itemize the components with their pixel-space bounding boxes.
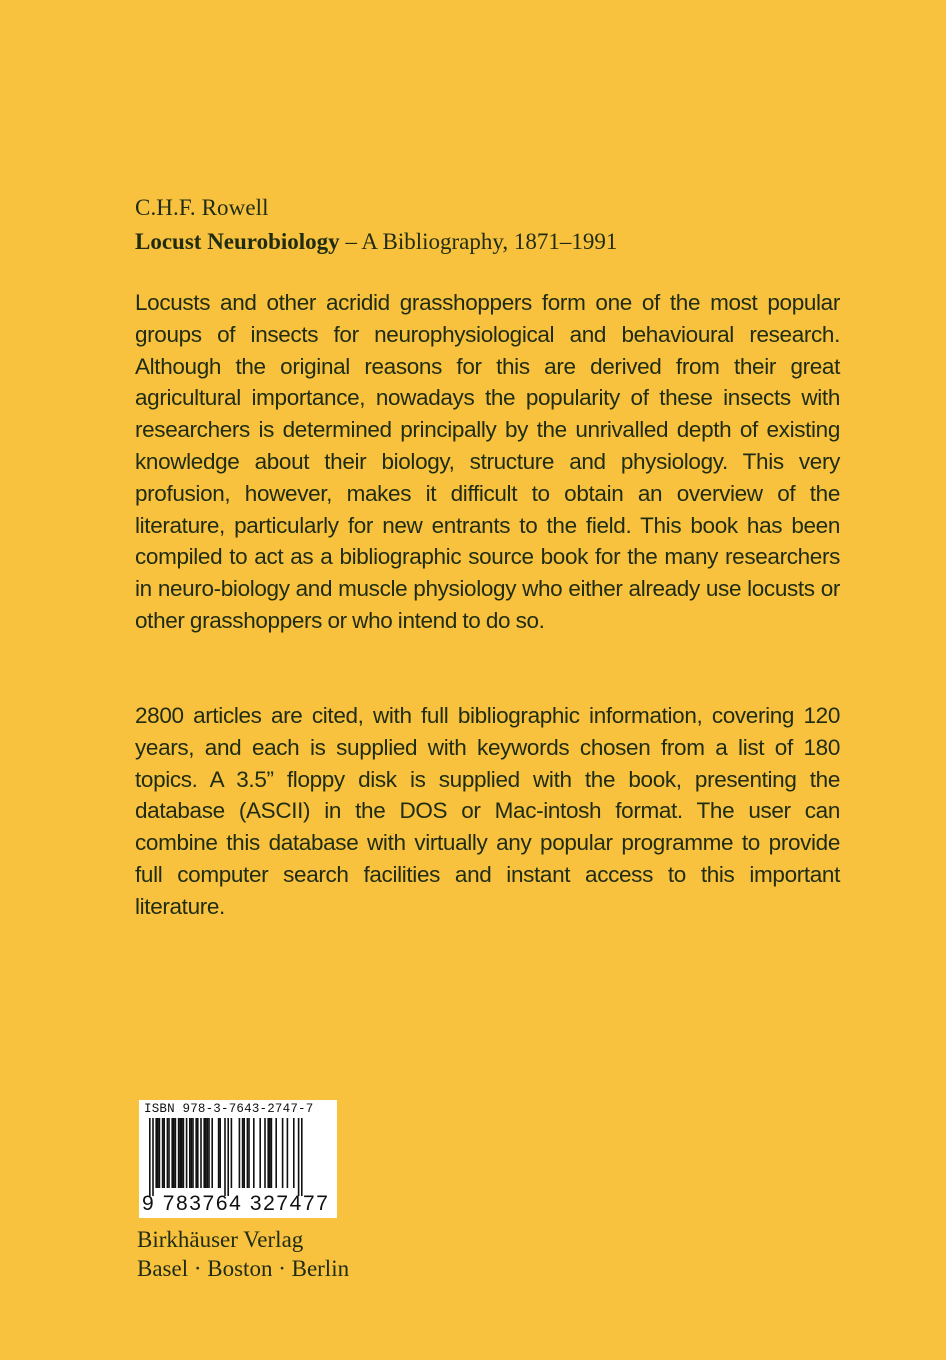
book-title-main: Locust Neurobiology bbox=[135, 229, 340, 254]
barcode-guard-bar bbox=[301, 1118, 303, 1196]
description-paragraph-2: 2800 articles are cited, with full bibliographic information, covering 120 years, and each is supplied with keywords chosen from a list of 180 topics. A 3.5” floppy disk is supplied with the book, presenting the database (ASCII) in the DOS or Mac-intosh format. The user can combine this database with virtually any popular programme to provide full computer search facilities and instant access to this important literature. bbox=[135, 703, 840, 919]
book-title-subtitle: – A Bibliography, 1871–1991 bbox=[339, 229, 618, 254]
barcode-bar bbox=[269, 1118, 271, 1188]
barcode-bar bbox=[253, 1118, 255, 1188]
barcode-bar bbox=[259, 1118, 261, 1188]
barcode-bar bbox=[179, 1118, 181, 1188]
ean-number: 9 783764 327477 bbox=[142, 1192, 330, 1215]
barcode-guard-bar bbox=[152, 1118, 154, 1196]
barcode-bar bbox=[267, 1118, 269, 1188]
barcode-bar bbox=[271, 1118, 273, 1188]
barcode-bar bbox=[248, 1118, 250, 1188]
barcode-guard-bar bbox=[224, 1118, 226, 1196]
barcode-bar bbox=[247, 1118, 249, 1188]
barcode-bar bbox=[163, 1118, 165, 1188]
book-title bbox=[135, 227, 617, 257]
barcode-bar bbox=[173, 1118, 175, 1188]
barcode-bar bbox=[287, 1118, 289, 1188]
barcode-bar bbox=[186, 1118, 188, 1188]
isbn-label: ISBN 978-3-7643-2747-7 bbox=[144, 1102, 314, 1116]
barcode-bar bbox=[157, 1118, 159, 1188]
barcode-bar bbox=[203, 1118, 205, 1188]
barcode-bar bbox=[275, 1118, 277, 1188]
isbn-barcode bbox=[139, 1100, 337, 1218]
barcode-bar bbox=[231, 1118, 233, 1188]
author-name: C.H.F. Rowell bbox=[135, 195, 269, 220]
barcode-bar bbox=[189, 1118, 191, 1188]
barcode-bar bbox=[211, 1118, 213, 1188]
barcode-bar bbox=[207, 1118, 209, 1188]
barcode-bar bbox=[219, 1118, 221, 1188]
publisher-cities: Basel · Boston · Berlin bbox=[137, 1256, 350, 1281]
barcode-bar bbox=[195, 1118, 197, 1188]
barcode-bar bbox=[293, 1118, 295, 1188]
barcode-bar bbox=[191, 1118, 193, 1188]
barcode-bar bbox=[218, 1118, 220, 1188]
barcode-bar bbox=[243, 1118, 245, 1188]
barcode-bar bbox=[200, 1118, 202, 1188]
description-paragraph-1: Locusts and other acridid grasshoppers form one of the most popular groups of insects for neurophysiological and behavioural research. Although the original reasons for this are derived from their great agricultural importance, nowadays the popularity of these insects with researchers is determined principally by the unrivalled depth of existing knowledge about their biology, structure and physiology. This very profusion, however, makes it difficult to obtain an overview of the literature, particularly for new entrants to the field. This book has been compiled to act as a bibliographic source book for the many researchers in neuro-biology and muscle physiology who either already use locusts or other grasshoppers or who intend to do so. bbox=[135, 290, 840, 633]
barcode-bar bbox=[282, 1118, 284, 1188]
barcode-guard-bar bbox=[298, 1118, 300, 1196]
barcode-bar bbox=[181, 1118, 183, 1188]
barcode-bar bbox=[155, 1118, 157, 1188]
barcode-bar bbox=[168, 1118, 170, 1188]
barcode-bar bbox=[197, 1118, 199, 1188]
barcode-guard-bar bbox=[149, 1118, 151, 1196]
barcode-bars bbox=[147, 1118, 333, 1196]
publisher-name: Birkhäuser Verlag bbox=[137, 1227, 304, 1252]
barcode-bar bbox=[192, 1118, 194, 1188]
barcode-bar bbox=[167, 1118, 169, 1188]
barcode-bar bbox=[159, 1118, 161, 1188]
barcode-bar bbox=[264, 1118, 266, 1188]
barcode-guard-bar bbox=[227, 1118, 229, 1196]
barcode-bar bbox=[178, 1118, 180, 1188]
barcode-bar bbox=[242, 1118, 244, 1188]
barcode-bar bbox=[239, 1118, 241, 1188]
barcode-bar bbox=[208, 1118, 210, 1188]
barcode-bar bbox=[162, 1118, 164, 1188]
barcode-bar bbox=[171, 1118, 173, 1188]
barcode-bar bbox=[183, 1118, 185, 1188]
barcode-bar bbox=[175, 1118, 177, 1188]
barcode-bar bbox=[205, 1118, 207, 1188]
